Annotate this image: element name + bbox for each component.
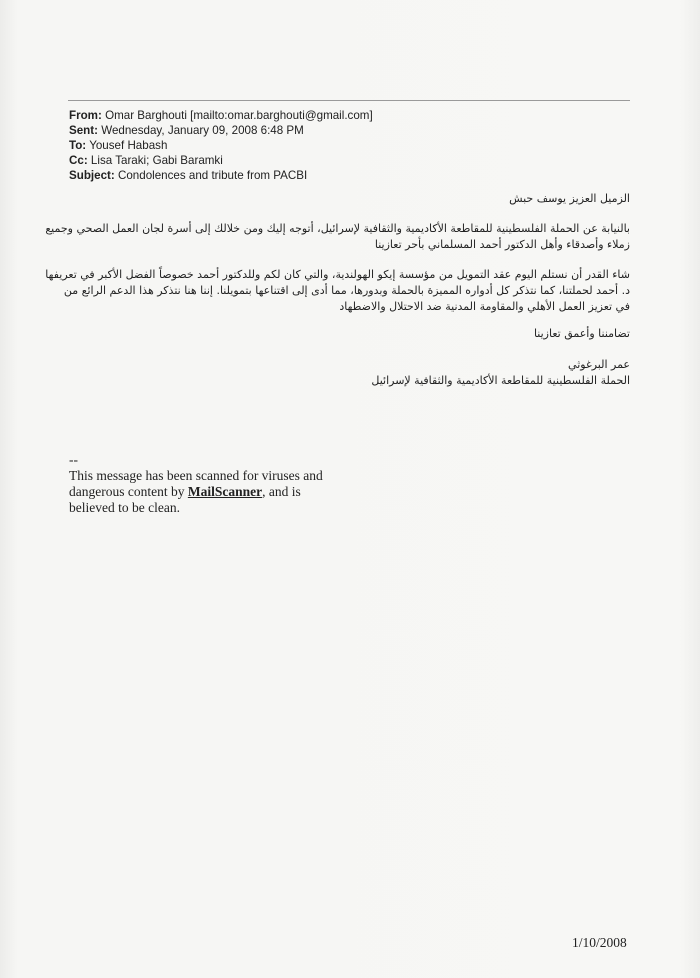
paragraph-condolence bbox=[45, 221, 630, 253]
footer-line: This message has been scanned for viruses and bbox=[69, 468, 323, 483]
from-value: Omar Barghouti [mailto:omar.barghouti@gmail.com] bbox=[105, 109, 373, 122]
signature-name: عمر البرغوثي bbox=[568, 358, 630, 371]
greeting bbox=[60, 191, 630, 207]
scanner-footer bbox=[69, 452, 359, 516]
paragraph-line: شاء القدر أن نستلم اليوم عقد التمويل من مؤسسة إيكو الهولندية، والتي كان لكم وللدكتور أحمد خصوصاً الفضل الأكبر في تعريفها bbox=[45, 268, 630, 281]
mailscanner-link[interactable]: MailScanner bbox=[187, 484, 263, 499]
subject-label: Subject: bbox=[69, 169, 115, 182]
sent-row bbox=[69, 123, 629, 138]
header-divider bbox=[68, 100, 630, 101]
subject-row bbox=[69, 168, 629, 183]
footer-line bbox=[69, 484, 359, 500]
paragraph-line: في تعزيز العمل الأهلي والمقاومة المدنية ضد الاحتلال والاضطهاد bbox=[339, 300, 630, 313]
paragraph-line: بالنيابة عن الحملة الفلسطينية للمقاطعة الأكاديمية والثقافية لإسرائيل، أتوجه إليك ومن خلالك إلى أسرة لجان العمل الصحي وجميع bbox=[45, 222, 630, 235]
paragraph-tribute bbox=[45, 267, 630, 315]
signature-org: الحملة الفلسطينية للمقاطعة الأكاديمية والثقافية لإسرائيل bbox=[371, 374, 630, 387]
print-date: 1/10/2008 bbox=[572, 935, 627, 950]
cc-value: Lisa Taraki; Gabi Baramki bbox=[90, 154, 223, 167]
paragraph-line: د. أحمد لحملتنا، كما نتذكر كل أدواره المميزة بالحملة وبدورها، مما أدى إلى اقتناعها بتمويلنا. إننا هنا نتذكر هذا الدعم الرائع من bbox=[63, 284, 630, 297]
footer-line: believed to be clean. bbox=[69, 500, 180, 515]
sent-label: Sent: bbox=[69, 124, 98, 137]
to-label: To: bbox=[69, 139, 87, 152]
to-row bbox=[69, 138, 629, 153]
email-headers bbox=[69, 108, 629, 183]
paragraph-line: زملاء وأصدقاء وأهل الدكتور أحمد المسلماني بأحر تعازينا bbox=[374, 238, 630, 251]
footer-text: dangerous content by bbox=[69, 484, 188, 499]
closing-text: تضامننا وأعمق تعازينا bbox=[533, 327, 630, 340]
closing bbox=[60, 326, 630, 342]
from-label: From: bbox=[69, 109, 102, 122]
cc-row bbox=[69, 153, 629, 168]
from-row bbox=[69, 108, 629, 123]
greeting-text: الزميل العزيز يوسف حبش bbox=[509, 192, 630, 205]
footer-text: , and is bbox=[262, 484, 301, 499]
signature bbox=[60, 357, 630, 389]
to-value: Yousef Habash bbox=[89, 139, 168, 152]
footer-separator: -- bbox=[69, 452, 78, 467]
subject-value: Condolences and tribute from PACBI bbox=[117, 169, 308, 182]
cc-label: Cc: bbox=[69, 154, 88, 167]
sent-value: Wednesday, January 09, 2008 6:48 PM bbox=[101, 124, 304, 137]
